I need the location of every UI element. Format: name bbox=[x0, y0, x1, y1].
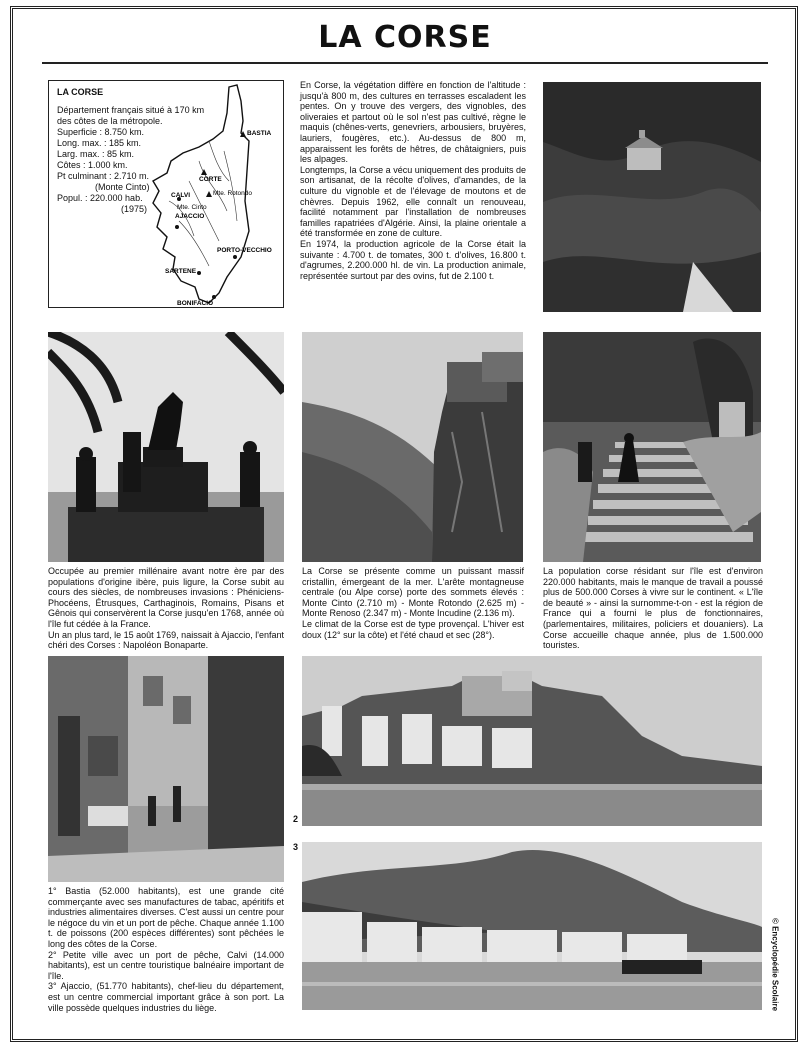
page-title: LA CORSE bbox=[318, 20, 492, 55]
map-box bbox=[48, 80, 284, 308]
fact-line: Larg. max. : 85 km. bbox=[57, 149, 135, 159]
title-rule bbox=[42, 62, 768, 64]
paragraph: Occupée au premier millénaire avant notre ère par des populations d'origine ibère, puis ligure, la Corse subit au cours des siècles, de nombreuses invasions : Phéniciens-Phocéens, Étrusques, Carthaginois, Romains, Pisans et Gênois qui conservèrent la Corse jusqu'en 1768, année où l'île fut cédée à la France. bbox=[48, 566, 284, 629]
photo-bastia-street bbox=[48, 656, 284, 882]
caption-population bbox=[543, 566, 763, 651]
fact-line: Long. max. : 185 km. bbox=[57, 138, 142, 148]
paragraph: La population corse résidant sur l'île est d'environ 220.000 habitants, mais le manque de travail a poussé plus de 500.000 Corses à vivre sur le continent. « L'île de beauté » - ainsi la surnomme-t-on - est la région de France qui a fourni le plus de fonctionnaires, (parlementaires, militaires, policiers et douaniers). La Corse accueille chaque année, plus de 1.500.000 touristes. bbox=[543, 566, 763, 651]
fact-line: (1975) bbox=[121, 204, 148, 214]
fact-line: Côtes : 1.000 km. bbox=[57, 160, 128, 170]
caption-geography bbox=[302, 566, 524, 640]
paragraph: 2° Petite ville avec un port de pêche, Calvi (14.000 habitants), est un centre touristique balnéaire important de l'île. bbox=[48, 949, 284, 981]
fact-line: Pt culminant : 2.710 m. bbox=[57, 171, 150, 181]
photo-stone-stairs bbox=[543, 332, 761, 562]
photo-calvi-harbor bbox=[302, 656, 762, 826]
place-cinto: Mte. Cinto bbox=[177, 204, 207, 211]
map-heading: LA CORSE bbox=[57, 87, 104, 97]
fact-line: Superficie : 8.750 km. bbox=[57, 127, 145, 137]
paragraph: En Corse, la végétation diffère en fonction de l'altitude : jusqu'à 800 m, des cultures en terrasses escaladent les pentes. On y trouve des vergers, des vignobles, des oliveraies et partout où le sol n'est pas cultivé, règne le maquis (chênes-verts, genevriers, arbousiers, bruyères, lauriers, fougères, etc.). Au-dessus de 800 m, apparaissent les forêts de hêtres, de châtaigniers, puis les alpages. bbox=[300, 80, 526, 165]
photo-ajaccio-harbor bbox=[302, 842, 762, 1010]
photo-number-3: 3 bbox=[293, 842, 299, 852]
photo-mountain-chapel bbox=[543, 82, 761, 312]
vegetation-text bbox=[300, 80, 526, 281]
fact-line: (Monte Cinto) bbox=[95, 182, 150, 192]
paragraph: Longtemps, la Corse a vécu uniquement des produits de son artisanat, de la récolte d'olives, d'amandes, de la culture du vignoble et de l'élevage de moutons et de chèvres. Depuis 1962, elle connaît un renouveau, facilité notamment par l'installation de nombreuses familles rapatriées d'Algérie. Ainsi, la plaine orientale a été transformée en zone de culture. bbox=[300, 164, 526, 239]
place-rotondo: Mte. Rotondo bbox=[213, 190, 253, 197]
paragraph: La Corse se présente comme un puissant massif cristallin, émergeant de la mer. L'arête montagneuse centrale (ou Alpe corse) porte des sommets élevés : Monte Cinto (2.710 m) - Monte Rotondo (2.625 m) - Monte Renoso (2.347 m) - Monte Incudine (2.136 m). bbox=[302, 566, 524, 619]
photo-citadel-cliff bbox=[302, 332, 523, 562]
paragraph: En 1974, la production agricole de la Corse était la suivante : 4.700 t. de tomates, 300 t. d'olives, 16.800 t. d'agrumes, 2.200.000 hl. de vin. La production animale, représentée surtout par des ovins, fut de 2.100 t. bbox=[300, 238, 526, 281]
caption-history bbox=[48, 566, 284, 651]
caption-cities bbox=[48, 886, 284, 1013]
map-facts bbox=[57, 105, 205, 215]
place-corte: CORTE bbox=[199, 176, 222, 183]
place-calvi: CALVI bbox=[171, 192, 191, 199]
place-porto-vecchio: PORTO-VECCHIO bbox=[217, 247, 272, 254]
copyright-text: © Encyclopédie Scolaire bbox=[770, 917, 780, 1012]
place-bastia: BASTIA bbox=[247, 130, 272, 137]
paragraph: Le climat de la Corse est de type provençal. L'hiver est doux (12° sur la côte) et l'été chaud et sec (28°). bbox=[302, 618, 524, 640]
place-ajaccio: AJACCIO bbox=[175, 213, 205, 220]
place-bonifacio: BONIFACIO bbox=[177, 300, 214, 307]
photo-napoleon-statues bbox=[48, 332, 284, 562]
place-sartene: SARTENE bbox=[165, 268, 197, 275]
paragraph: Un an plus tard, le 15 août 1769, naissait à Ajaccio, l'enfant chéri des Corses : Napoléon Bonaparte. bbox=[48, 629, 284, 651]
copyright-notice bbox=[770, 908, 780, 1028]
fact-line: des côtes de la métropole. bbox=[57, 116, 163, 126]
paragraph: 1° Bastia (52.000 habitants), est une grande cité commerçante avec ses manufactures de tabac, apéritifs et industries alimentaires diverses. C'est aussi un centre pour le négoce du vin et un port de pêche. Chaque année 1.100 t. de poissons (200 espèces différentes) sont pêchées le long des côtes de la Corse. bbox=[48, 886, 284, 949]
fact-line: Département français situé à 170 km bbox=[57, 105, 205, 115]
paragraph: 3° Ajaccio, (51.770 habitants), chef-lieu du département, est un centre commercial important grâce à son port. La ville possède quelques industries du liège. bbox=[48, 981, 284, 1013]
fact-line: Popul. : 220.000 hab. bbox=[57, 193, 143, 203]
photo-number-2: 2 bbox=[293, 814, 299, 824]
